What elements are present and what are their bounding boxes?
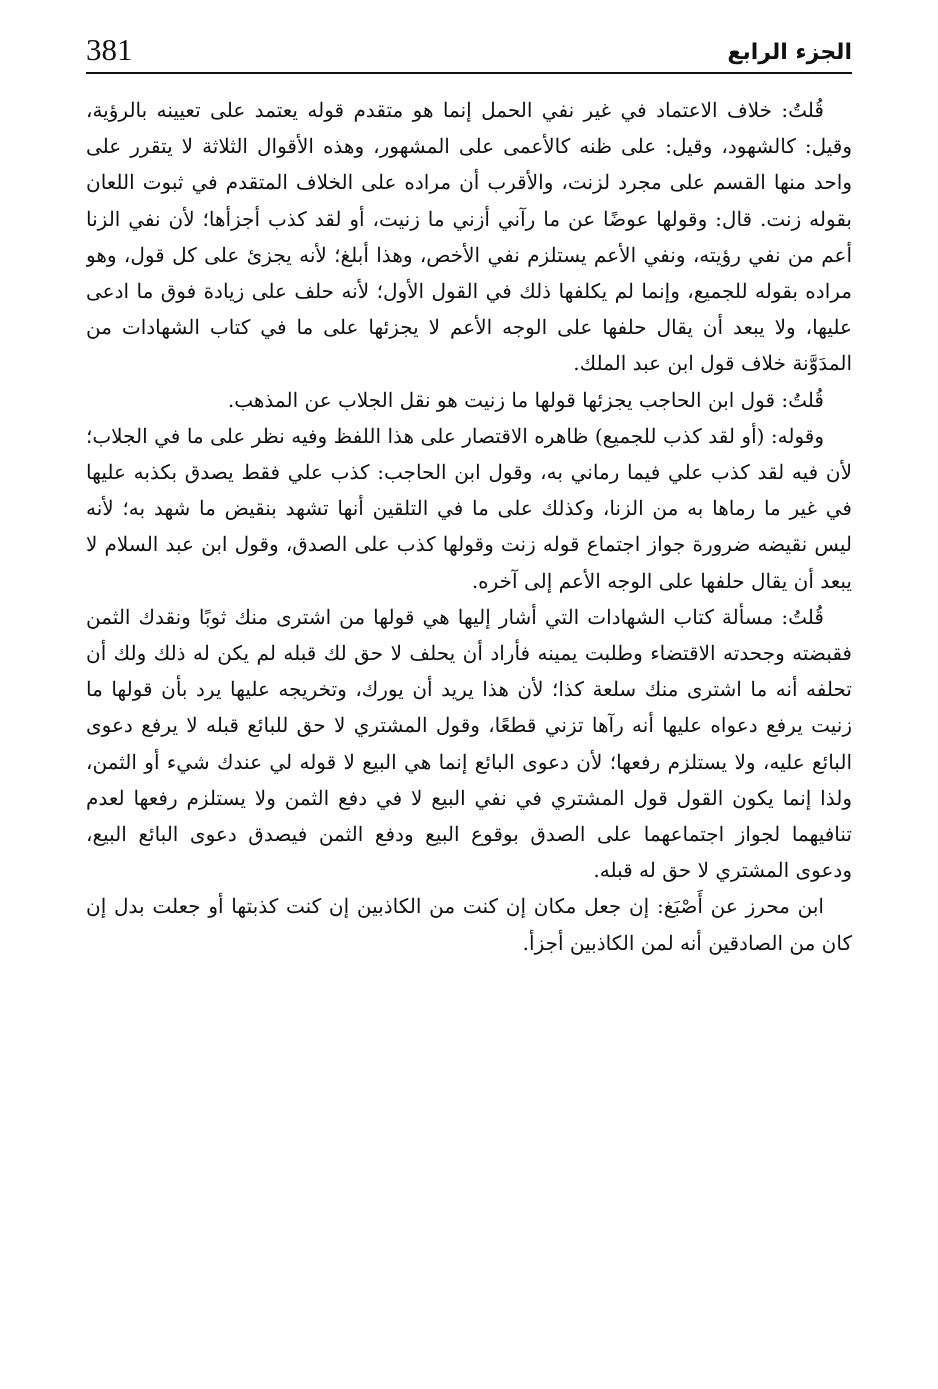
- page-header: [86, 28, 852, 76]
- paragraph: قُلتُ: مسألة كتاب الشهادات التي أشار إليها هي قولها من اشترى منك ثوبًا ونقدك الثمن فقبضته وجحدته الاقتضاء وطلبت يمينه فأراد أن يحلف لا حق لك قبله لم يكن له ذلك ولك أن تحلفه أنه ما اشترى منك سلعة كذا؛ لأن هذا يريد أن يورك، وتخريجه عليها يرد بأن قولها ما زنيت يرفع دعواه عليها أنه رآها تزني قطعًا، وقول المشتري لا حق للبائع قبله لا يرفع دعوى البائع عليه، ولا يستلزم رفعها؛ لأن دعوى البائع إنما هي البيع لا قوله لي عندك شيء أو الثمن، ولذا إنما يكون القول قول المشتري في نفي البيع لا في دفع الثمن ولا يستلزم رفعها لعدم تنافيهما لجواز اجتماعهما على الصدق بوقوع البيع ودفع الثمن فيصدق دعوى البائع البيع، ودعوى المشتري لا حق له قبله.: [86, 604, 852, 883]
- paragraph: قُلتُ: خلاف الاعتماد في غير نفي الحمل إنما هو متقدم قوله يعتمد على تعيينه بالرؤية، وقيل: كالشهود، وقيل: على ظنه كالأعمى على المشهور، وهذه الأقوال الثلاثة لا يتقرر على واحد منها القسم على مجرد لزنت، والأقرب أن مراده على الخلاف المتقدم في ثبوت اللعان بقوله زنت. قال: وقولها عوضًا عن ما رآني أزني ما زنيت، أو لقد كذب أجزأها؛ لأن نفي الزنا أعم من نفي رؤيته، ونفي الأعم يستلزم نفي الأخص، وهذا أبلغ؛ لأنه يجزئ على كل قول، وهو مراده بقوله للجميع، وإنما لم يكلفها ذلك في القول الأول؛ لأنه حلف على زيادة فوق ما ادعى عليها، ولا يبعد أن يقال حلفها على الوجه الأعم لا يجزئها على ما في كتاب الشهادات من المدَوَّنة خلاف قول ابن عبد الملك.: [86, 98, 852, 376]
- page-body: [86, 92, 852, 1329]
- paragraph: قُلتُ: قول ابن الحاجب يجزئها قولها ما زنيت هو نقل الجلاب عن المذهب.: [227, 387, 824, 412]
- paragraph: ابن محرز عن أَصْبَغ: إن جعل مكان إن كنت من الكاذبين إن كنت كذبتها أو جعلت بدل إن كان من الصادقين أنه لمن الكاذبين أجزأ.: [86, 894, 852, 955]
- paragraph: وقوله: (أو لقد كذب للجميع) ظاهره الاقتصار على هذا اللفظ وفيه نظر على ما في الجلاب؛ لأن فيه لقد كذب علي فيما رماني به، وقول ابن الحاجب: كذب علي فقط يصدق بكذبه عليها في غير ما رماها به من الزنا، وكذلك على ما في التلقين أنها تشهد بنقيض ما شهد به؛ لأنه ليس نقيضه ضرورة جواز اجتماع قوله زنت وقولها كذب على الصدق، وقول ابن عبد السلام لا يبعد أن يقال حلفها على الوجه الأعم إلى آخره.: [86, 423, 852, 593]
- page-number: 381: [86, 32, 133, 67]
- running-title: الجزء الرابع: [727, 40, 852, 65]
- header-rule: [86, 72, 852, 74]
